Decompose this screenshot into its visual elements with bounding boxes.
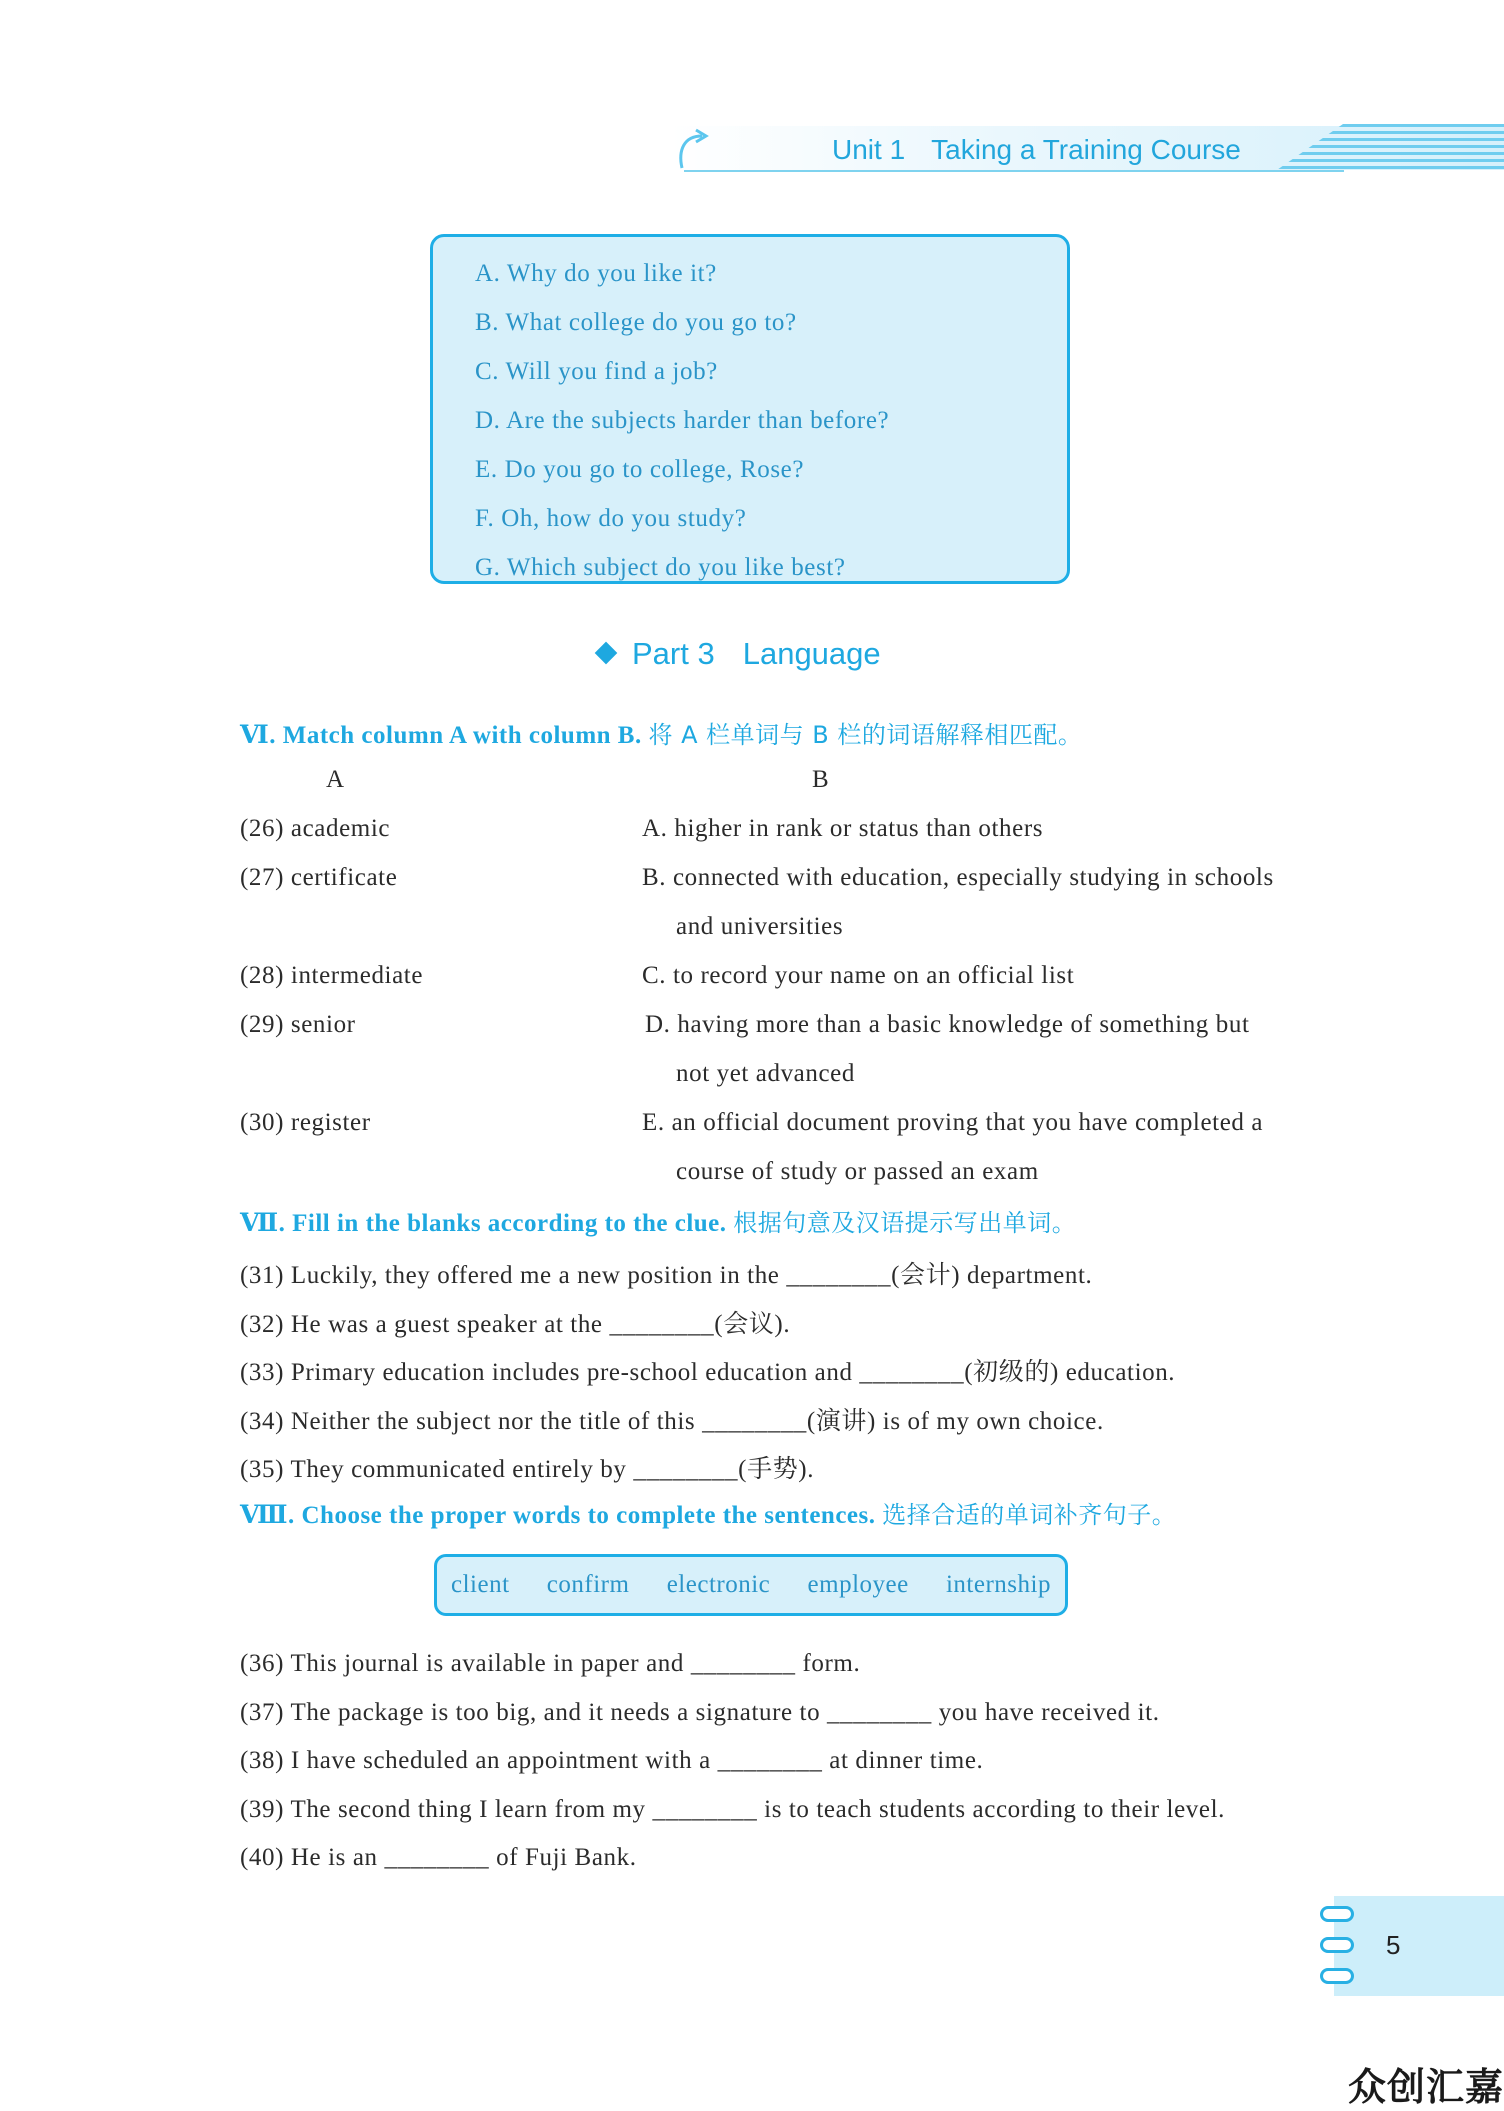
sentence-item: (40) He is an ________ of Fuji Bank.	[240, 1844, 637, 1871]
word-bank-item: electronic	[666, 1571, 771, 1598]
match-item-a: (26) academic	[240, 815, 391, 842]
part-title: Language	[742, 636, 881, 671]
word-bank-item: internship	[945, 1571, 1051, 1598]
section-8-heading	[240, 1495, 1176, 1530]
ring-icon	[1320, 1937, 1354, 1953]
curved-arrow-icon	[672, 128, 712, 172]
match-item-b: A. higher in rank or status than others	[642, 815, 1044, 842]
word-bank-item: employee	[807, 1571, 909, 1598]
section-6-title-cn: 将 A 栏单词与 B 栏的词语解释相匹配。	[648, 721, 1083, 749]
match-item-b: B. connected with education, especially studying in schools	[642, 864, 1274, 891]
part-heading	[598, 636, 881, 672]
section-7-heading	[240, 1203, 1076, 1238]
answer-options-box	[430, 234, 1070, 584]
section-7-title-cn: 根据句意及汉语提示写出单词。	[733, 1209, 1077, 1237]
match-item-b-cont: and universities	[676, 913, 844, 940]
column-b-label: B	[812, 766, 830, 793]
match-item-a: (28) intermediate	[240, 962, 424, 989]
match-item-b-cont: course of study or passed an exam	[676, 1158, 1039, 1185]
ring-icon	[1320, 1906, 1354, 1922]
page-number-tab	[1334, 1896, 1504, 1996]
ring-icon	[1320, 1968, 1354, 1984]
word-bank-item: client	[451, 1571, 510, 1598]
sentence-item: (37) The package is too big, and it needs a signature to ________ you have received it.	[240, 1699, 1160, 1726]
match-item-a: (30) register	[240, 1109, 371, 1136]
section-8-title-cn: 选择合适的单词补齐句子。	[882, 1501, 1177, 1529]
sentence-item: (36) This journal is available in paper and ________ form.	[240, 1650, 861, 1677]
fill-item: (32) He was a guest speaker at the ________(会议).	[240, 1311, 791, 1338]
fill-item: (35) They communicated entirely by ________(手势).	[240, 1456, 815, 1483]
page-number: 5	[1386, 1930, 1401, 1960]
option-item: C. Will you find a job?	[475, 358, 718, 385]
word-bank-box	[434, 1554, 1068, 1616]
option-item: F. Oh, how do you study?	[475, 505, 747, 532]
section-6-title: Ⅵ. Match column A with column B.	[240, 722, 642, 749]
diamond-icon	[595, 642, 618, 665]
section-6-heading	[240, 715, 1082, 750]
match-item-a: (29) senior	[240, 1011, 356, 1038]
part-number: Part 3	[632, 636, 715, 671]
sentence-item: (39) The second thing I learn from my ________ is to teach students according to their level.	[240, 1796, 1225, 1823]
watermark: 众创汇嘉	[1348, 2065, 1504, 2109]
option-item: G. Which subject do you like best?	[475, 554, 846, 581]
option-item: B. What college do you go to?	[475, 309, 797, 336]
word-bank-item: confirm	[546, 1571, 630, 1598]
match-item-b: D. having more than a basic knowledge of something but	[645, 1011, 1250, 1038]
option-item: E. Do you go to college, Rose?	[475, 456, 805, 483]
match-item-b: E. an official document proving that you have completed a	[642, 1109, 1264, 1136]
fill-item: (31) Luckily, they offered me a new position in the ________(会计) department.	[240, 1262, 1093, 1289]
binder-rings-icon	[1320, 1906, 1354, 1999]
section-8-title: Ⅷ. Choose the proper words to complete the sentences.	[240, 1502, 876, 1529]
fill-item: (33) Primary education includes pre-school education and ________(初级的) education.	[240, 1359, 1176, 1386]
unit-title: Taking a Training Course	[931, 134, 1241, 165]
sentence-item: (38) I have scheduled an appointment with a ________ at dinner time.	[240, 1747, 984, 1774]
match-item-b-cont: not yet advanced	[676, 1060, 855, 1087]
match-item-b: C. to record your name on an official list	[642, 962, 1075, 989]
header-title	[832, 134, 1241, 166]
unit-label: Unit 1	[832, 134, 906, 165]
section-7-title: Ⅶ. Fill in the blanks according to the clue.	[240, 1210, 727, 1237]
page-header	[670, 118, 1504, 178]
option-item: A. Why do you like it?	[475, 260, 717, 287]
option-item: D. Are the subjects harder than before?	[475, 407, 890, 434]
column-a-label: A	[326, 766, 345, 793]
header-rule	[684, 170, 1344, 172]
fill-item: (34) Neither the subject nor the title of this ________(演讲) is of my own choice.	[240, 1408, 1104, 1435]
match-item-a: (27) certificate	[240, 864, 398, 891]
